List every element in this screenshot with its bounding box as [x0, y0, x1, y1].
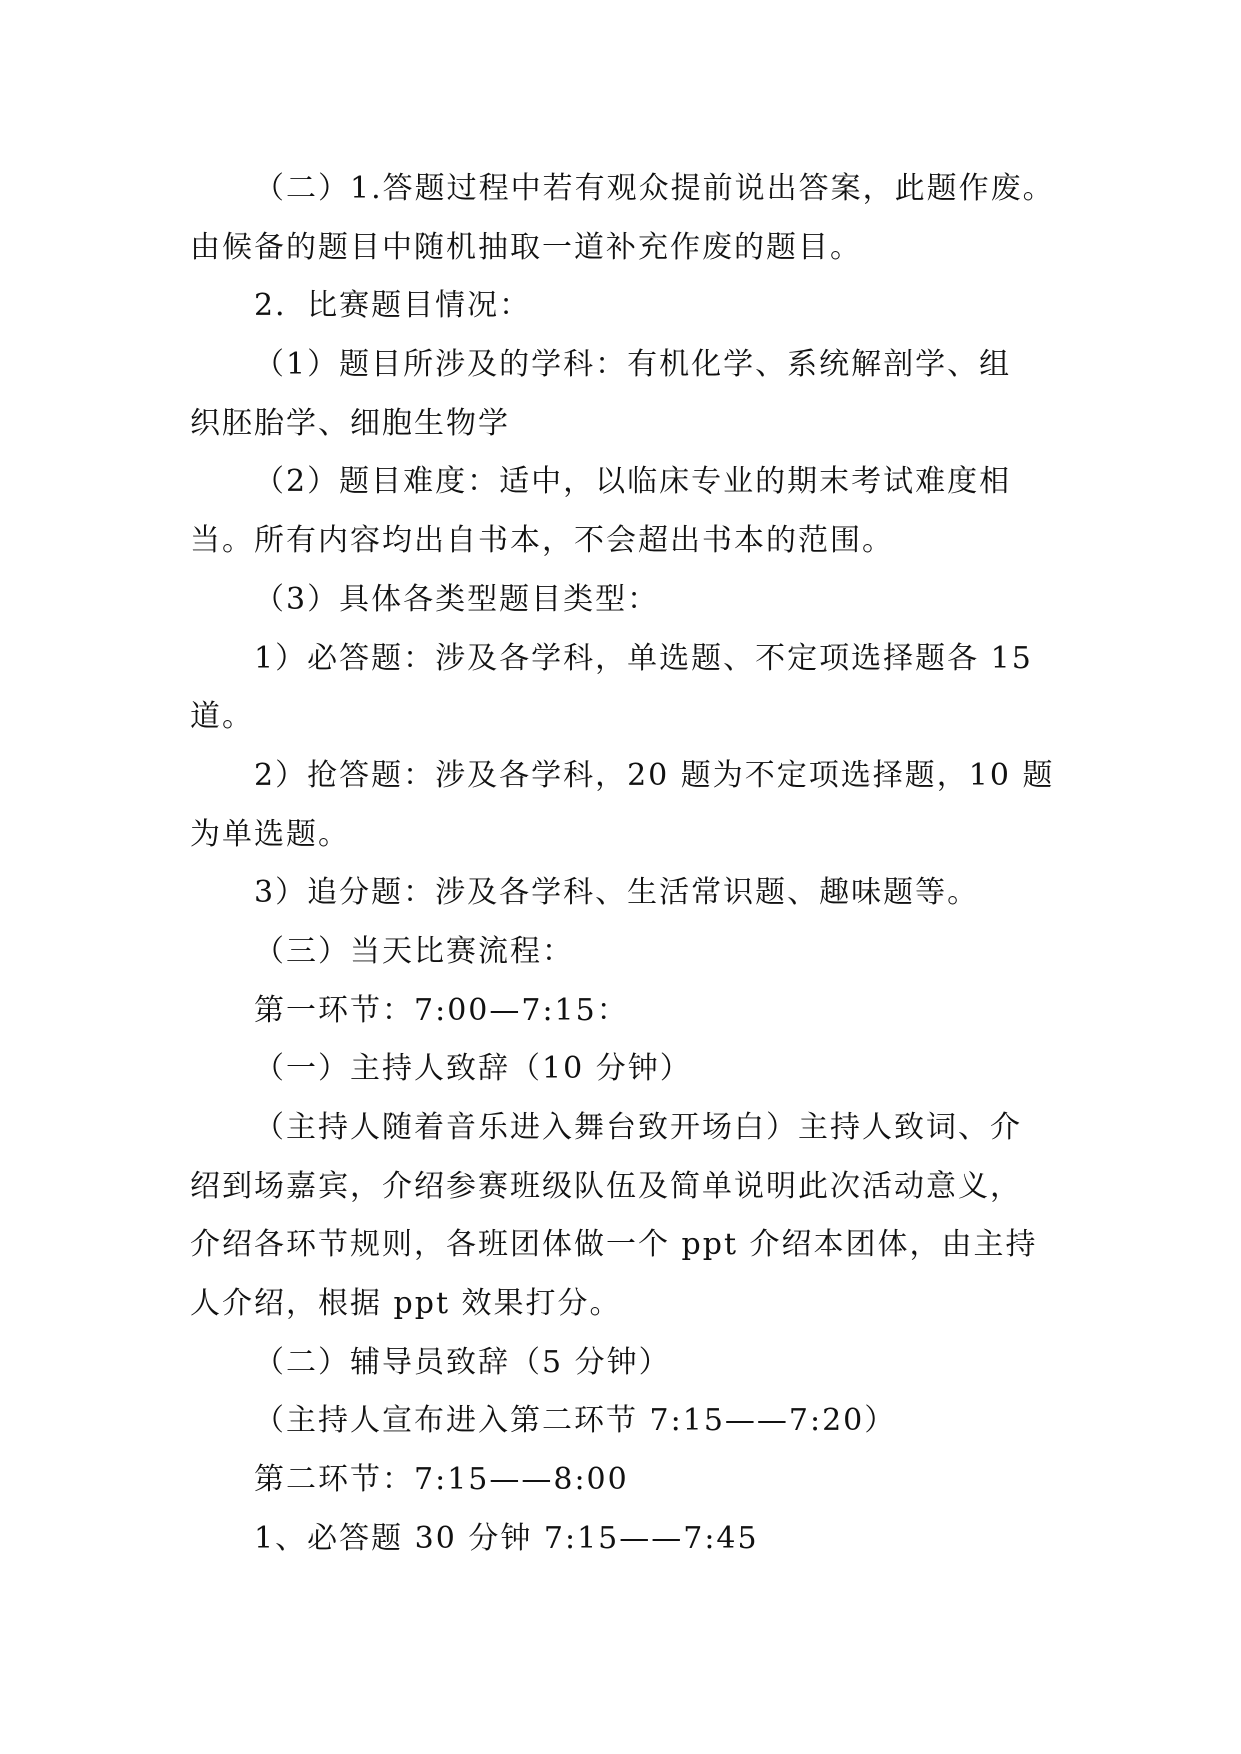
paragraph-line: （主持人随着音乐进入舞台致开场白）主持人致词、介: [254, 1110, 1022, 1145]
paragraph-line: （1）题目所涉及的学科：有机化学、系统解剖学、组: [254, 347, 1012, 383]
paragraph-line: （主持人宣布进入第二环节 7:15——7:20）: [254, 1403, 897, 1439]
paragraph-line: 1、必答题 30 分钟 7:15——7:45: [254, 1520, 759, 1556]
paragraph-line: 3）追分题：涉及各学科、生活常识题、趣味题等。: [254, 875, 980, 911]
paragraph-line: 为单选题。: [190, 816, 350, 852]
paragraph-line: 由候备的题目中随机抽取一道补充作废的题目。: [190, 229, 862, 265]
paragraph-line: 织胚胎学、细胞生物学: [190, 405, 510, 441]
paragraph-line: （2）题目难度：适中，以临床专业的期末考试难度相: [254, 464, 1012, 500]
paragraph-line: 2）抢答题：涉及各学科，20 题为不定项选择题，10 题: [254, 757, 1055, 793]
paragraph-line: （一）主持人致辞（10 分钟）: [254, 1051, 692, 1087]
paragraph-line: 当。所有内容均出自书本，不会超出书本的范围。: [190, 523, 894, 559]
paragraph-line: 第二环节：7:15——8:00: [254, 1462, 629, 1498]
paragraph-line: 1）必答题：涉及各学科，单选题、不定项选择题各 15: [254, 640, 1033, 676]
paragraph-line: 第一环节：7:00—7:15：: [254, 992, 629, 1028]
paragraph-line: （二）1.答题过程中若有观众提前说出答案，此题作废。: [254, 171, 1055, 206]
paragraph-line: （三）当天比赛流程：: [254, 933, 574, 969]
paragraph-line: （3）具体各类型题目类型：: [254, 581, 660, 617]
paragraph-line: 介绍各环节规则，各班团体做一个 ppt 介绍本团体，由主持: [190, 1227, 1038, 1263]
paragraph-line: 2．比赛题目情况：: [254, 288, 532, 324]
paragraph-line: （二）辅导员致辞（5 分钟）: [254, 1344, 671, 1380]
paragraph-line: 绍到场嘉宾，介绍参赛班级队伍及简单说明此次活动意义，: [190, 1168, 1022, 1204]
document-body: [190, 160, 1055, 1569]
paragraph-line: 人介绍，根据 ppt 效果打分。: [190, 1286, 622, 1322]
paragraph-line: 道。: [190, 699, 254, 735]
